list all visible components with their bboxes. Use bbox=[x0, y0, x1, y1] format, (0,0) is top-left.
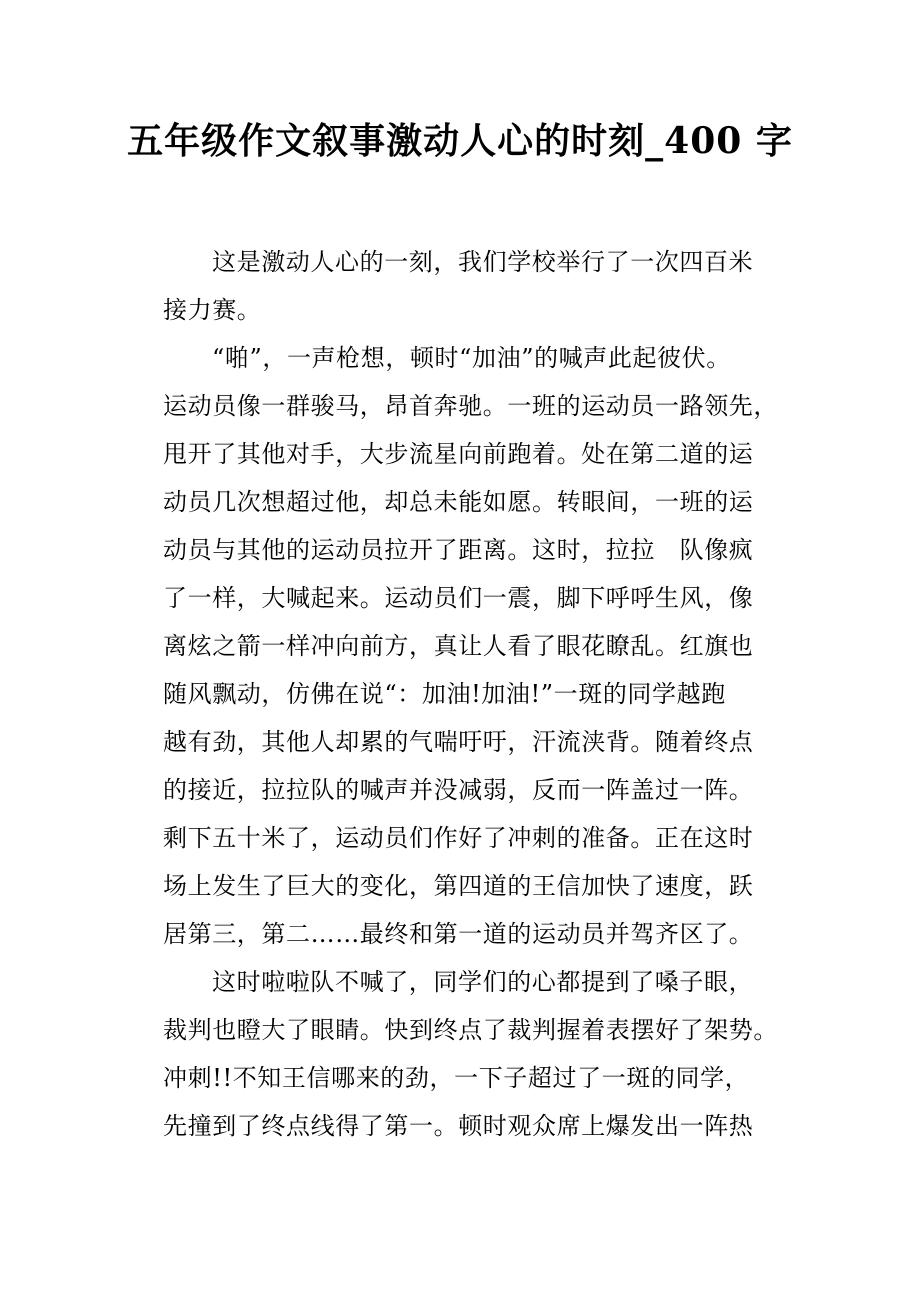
paragraph-2 bbox=[163, 334, 778, 958]
text-line: 冲刺!!不知王信哪来的劲，一下子超过了一斑的同学， bbox=[163, 1064, 750, 1092]
text-line: 离炫之箭一样冲向前方，真让人看了眼花瞭乱。红旗也 bbox=[163, 632, 754, 660]
text-line: 接力赛。 bbox=[163, 296, 262, 324]
paragraph-1 bbox=[163, 238, 763, 334]
text-line: 剩下五十米了，运动员们作好了冲刺的准备。正在这时 bbox=[163, 824, 754, 852]
text-line: 随风飘动，仿佛在说“：加油!加油!”一斑的同学越跑 bbox=[163, 680, 726, 708]
text-line: 动员几次想超过他，却总未能如愿。转眼间，一班的运 bbox=[163, 488, 754, 516]
text-line: 这是激动人心的一刻，我们学校举行了一次四百米 bbox=[212, 248, 754, 276]
text-line: 的接近，拉拉队的喊声并没减弱，反而一阵盖过一阵。 bbox=[163, 776, 754, 804]
text-line: “啪”，一声枪想，顿时“加油”的喊声此起彼伏。 bbox=[212, 344, 731, 372]
text-line: 裁判也瞪大了眼睛。快到终点了裁判握着表摆好了架势。 bbox=[163, 1016, 778, 1044]
text-line: 甩开了其他对手，大步流星向前跑着。处在第二道的运 bbox=[163, 440, 754, 468]
document-body bbox=[163, 238, 778, 1150]
text-line: 运动员像一群骏马，昂首奔驰。一班的运动员一路领先， bbox=[163, 392, 778, 420]
text-line: 这时啦啦队不喊了，同学们的心都提到了嗓子眼， bbox=[212, 968, 754, 996]
paragraph-3 bbox=[163, 958, 778, 1150]
text-line: 先撞到了终点线得了第一。顿时观众席上爆发出一阵热 bbox=[163, 1112, 754, 1140]
text-line: 居第三，第二……最终和第一道的运动员并驾齐区了。 bbox=[163, 920, 754, 948]
text-line: 越有劲，其他人却累的气喘吁吁，汗流浃背。随着终点 bbox=[163, 728, 754, 756]
text-line: 动员与其他的运动员拉开了距离。这时，拉拉 队像疯 bbox=[163, 536, 754, 564]
text-line: 场上发生了巨大的变化，第四道的王信加快了速度，跃 bbox=[163, 872, 754, 900]
document-title: 五年级作文叙事激动人心的时刻_400 字 bbox=[127, 120, 793, 162]
text-line: 了一样，大喊起来。运动员们一震，脚下呼呼生风，像 bbox=[163, 584, 754, 612]
